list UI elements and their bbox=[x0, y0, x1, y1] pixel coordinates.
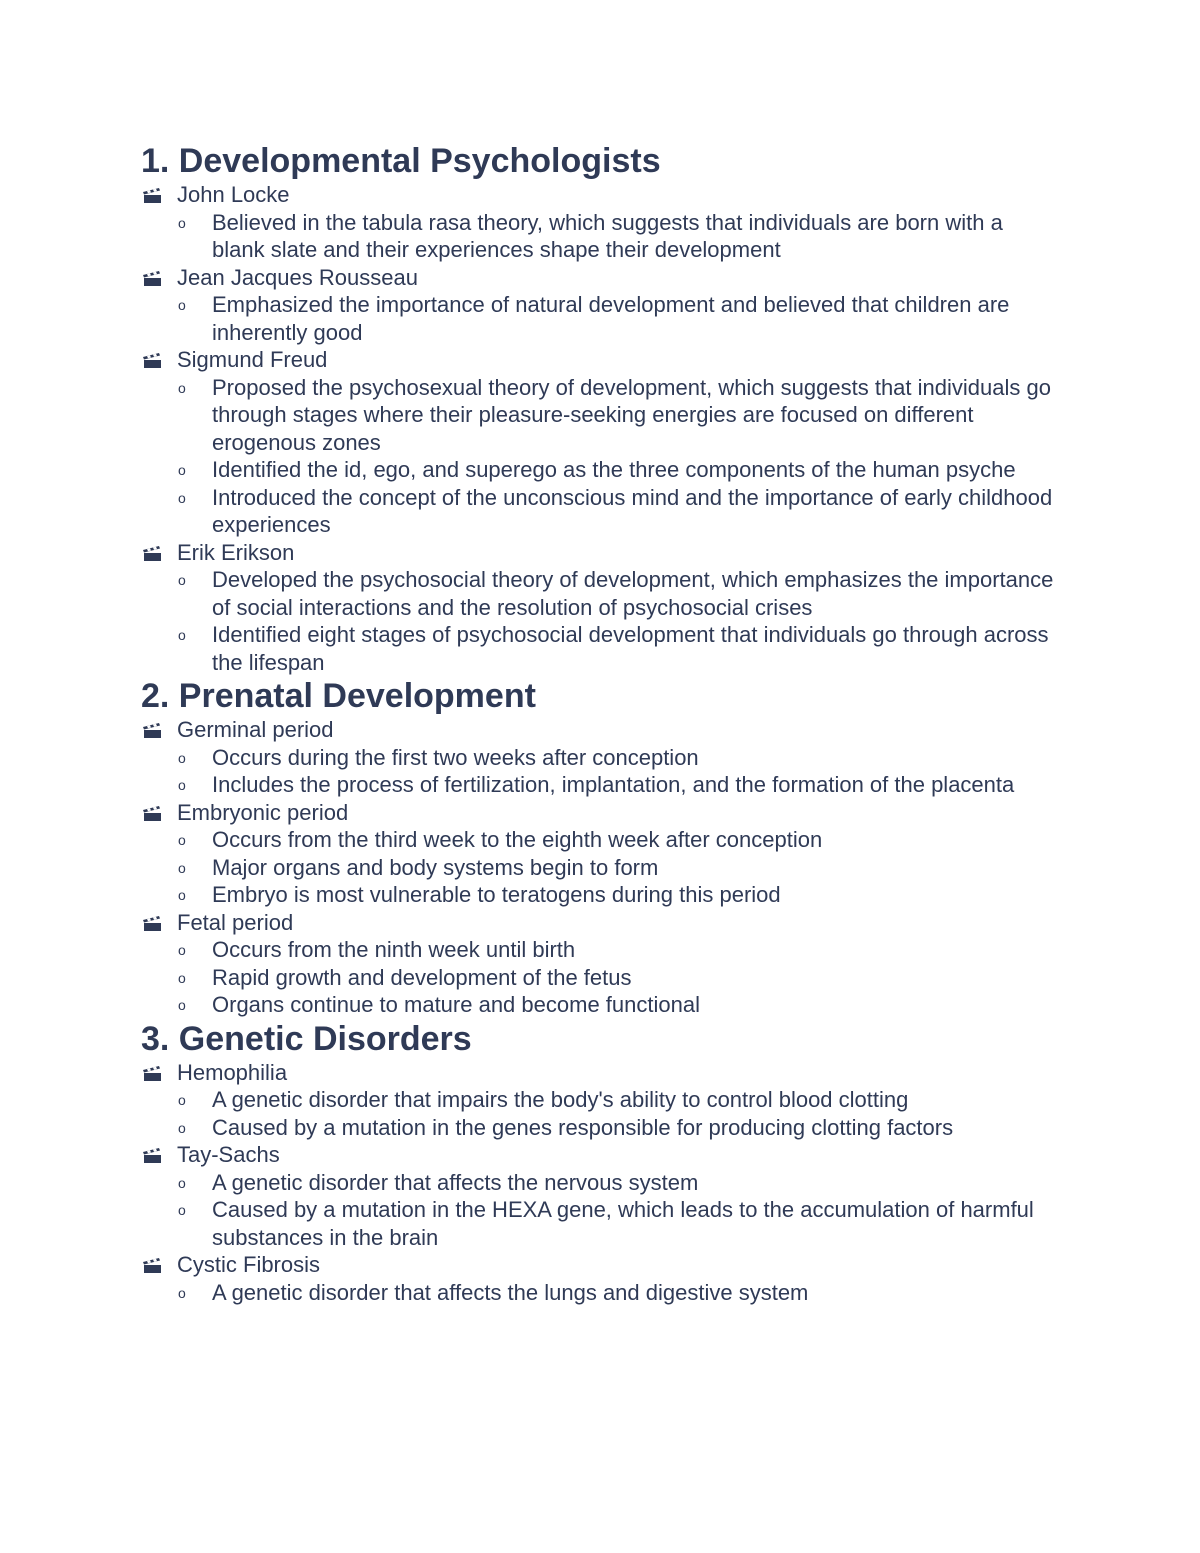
circle-bullet-icon: o bbox=[178, 379, 186, 396]
circle-bullet-icon: o bbox=[178, 969, 186, 986]
section-heading: 2. Prenatal Development bbox=[141, 677, 536, 715]
topic-label: Erik Erikson bbox=[177, 539, 295, 565]
sub-point-item bbox=[141, 374, 1061, 457]
sub-point-item bbox=[141, 744, 1061, 772]
clapperboard-icon bbox=[142, 806, 162, 821]
circle-bullet-icon: o bbox=[178, 572, 186, 588]
circle-bullet-icon: o bbox=[178, 1092, 186, 1108]
circle-bullet-icon: o bbox=[178, 1174, 186, 1191]
section-heading: 1. Developmental Psychologists bbox=[141, 142, 661, 180]
sub-point-text: Includes the process of fertilization, implantation, and the formation of the placenta bbox=[212, 772, 1015, 797]
topic-item bbox=[141, 799, 1061, 827]
topic-item bbox=[141, 1141, 1061, 1169]
topic-item bbox=[141, 181, 1061, 209]
sub-point-text: Major organs and body systems begin to form bbox=[212, 854, 659, 880]
sub-point-item bbox=[141, 1086, 1061, 1114]
circle-bullet-icon: o bbox=[178, 462, 186, 478]
topic-label: Sigmund Freud bbox=[177, 347, 328, 372]
circle-bullet-icon: o bbox=[178, 859, 186, 876]
clapperboard-icon bbox=[142, 1066, 162, 1081]
topic-item bbox=[141, 539, 1061, 567]
circle-bullet-icon: o bbox=[178, 777, 186, 793]
circle-bullet-icon: o bbox=[178, 297, 186, 313]
topic-item bbox=[141, 346, 1061, 374]
topic-item bbox=[141, 1059, 1061, 1087]
topic-item bbox=[141, 716, 1061, 744]
sub-point-text: Proposed the psychosexual theory of development, which suggests that individuals go through stages where their pleasure-seeking energies are focused on different erogenous zones bbox=[212, 374, 1051, 455]
sub-point-item bbox=[141, 991, 1061, 1019]
clapperboard-icon bbox=[142, 271, 162, 286]
sub-point-text: A genetic disorder that affects the nervous system bbox=[212, 1169, 699, 1195]
circle-bullet-icon: o bbox=[178, 489, 186, 506]
sub-point-text: Identified eight stages of psychosocial development that individuals go through across the lifespan bbox=[212, 622, 1049, 675]
circle-bullet-icon: o bbox=[178, 1284, 186, 1301]
sub-point-text: Occurs from the ninth week until birth bbox=[212, 937, 576, 962]
circle-bullet-icon: o bbox=[178, 1202, 186, 1218]
sub-point-item bbox=[141, 1196, 1061, 1251]
sub-point-text: Identified the id, ego, and superego as the three components of the human psyche bbox=[212, 457, 1016, 482]
sub-point-text: A genetic disorder that affects the lungs and digestive system bbox=[212, 1279, 809, 1305]
topic-label: Germinal period bbox=[177, 717, 334, 742]
sub-point-text: Rapid growth and development of the fetus bbox=[212, 964, 632, 990]
sub-point-item bbox=[141, 964, 1061, 992]
sub-point-item bbox=[141, 1114, 1061, 1142]
sub-point-item bbox=[141, 484, 1061, 539]
sub-point-text: Caused by a mutation in the genes responsible for producing clotting factors bbox=[212, 1114, 954, 1140]
circle-bullet-icon: o bbox=[178, 749, 186, 766]
document-content bbox=[141, 141, 1061, 1306]
circle-bullet-icon: o bbox=[178, 214, 186, 231]
sub-point-text: Caused by a mutation in the HEXA gene, which leads to the accumulation of harmful substances in the brain bbox=[212, 1197, 1034, 1250]
circle-bullet-icon: o bbox=[178, 1119, 186, 1136]
topic-item bbox=[141, 1251, 1061, 1279]
sub-point-text: A genetic disorder that impairs the body's ability to control blood clotting bbox=[212, 1087, 909, 1112]
sub-point-item bbox=[141, 1279, 1061, 1307]
sub-point-item bbox=[141, 881, 1061, 909]
sub-point-item bbox=[141, 771, 1061, 799]
topic-label: Cystic Fibrosis bbox=[177, 1252, 321, 1277]
topic-label: Embryonic period bbox=[177, 799, 349, 825]
topic-label: Fetal period bbox=[177, 909, 294, 935]
circle-bullet-icon: o bbox=[178, 942, 186, 958]
sub-point-item bbox=[141, 209, 1061, 264]
section-heading: 3. Genetic Disorders bbox=[141, 1019, 472, 1058]
topic-label: Jean Jacques Rousseau bbox=[177, 264, 418, 290]
sub-point-item bbox=[141, 826, 1061, 854]
sub-point-item bbox=[141, 566, 1061, 621]
circle-bullet-icon: o bbox=[178, 997, 186, 1013]
circle-bullet-icon: o bbox=[178, 832, 186, 848]
sub-point-text: Organs continue to mature and become functional bbox=[212, 992, 700, 1017]
clapperboard-icon bbox=[142, 1258, 162, 1273]
sub-point-text: Emphasized the importance of natural development and believed that children are inherently good bbox=[212, 292, 1010, 345]
sub-point-item bbox=[141, 854, 1061, 882]
circle-bullet-icon: o bbox=[178, 887, 186, 903]
topic-item bbox=[141, 264, 1061, 292]
sub-point-text: Occurs from the third week to the eighth week after conception bbox=[212, 827, 823, 852]
circle-bullet-icon: o bbox=[178, 627, 186, 643]
clapperboard-icon bbox=[142, 546, 162, 561]
topic-label: Tay-Sachs bbox=[177, 1142, 280, 1167]
clapperboard-icon bbox=[142, 188, 162, 203]
sub-point-text: Believed in the tabula rasa theory, which suggests that individuals are born with a blank slate and their experiences shape their development bbox=[212, 209, 1003, 262]
topic-label: Hemophilia bbox=[177, 1059, 288, 1085]
sub-point-item bbox=[141, 456, 1061, 484]
clapperboard-icon bbox=[142, 723, 162, 738]
topic-item bbox=[141, 909, 1061, 937]
sub-point-text: Occurs during the first two weeks after conception bbox=[212, 744, 699, 770]
sub-point-item bbox=[141, 621, 1061, 676]
clapperboard-icon bbox=[142, 353, 162, 368]
clapperboard-icon bbox=[142, 1148, 162, 1163]
topic-label: John Locke bbox=[177, 182, 290, 207]
clapperboard-icon bbox=[142, 916, 162, 931]
sub-point-text: Introduced the concept of the unconscious mind and the importance of early childhood experiences bbox=[212, 484, 1053, 537]
sub-point-text: Developed the psychosocial theory of development, which emphasizes the importance of social interactions and the resolution of psychosocial crises bbox=[212, 567, 1054, 620]
sub-point-item bbox=[141, 1169, 1061, 1197]
sub-point-item bbox=[141, 291, 1061, 346]
sub-point-item bbox=[141, 936, 1061, 964]
sub-point-text: Embryo is most vulnerable to teratogens during this period bbox=[212, 882, 781, 907]
